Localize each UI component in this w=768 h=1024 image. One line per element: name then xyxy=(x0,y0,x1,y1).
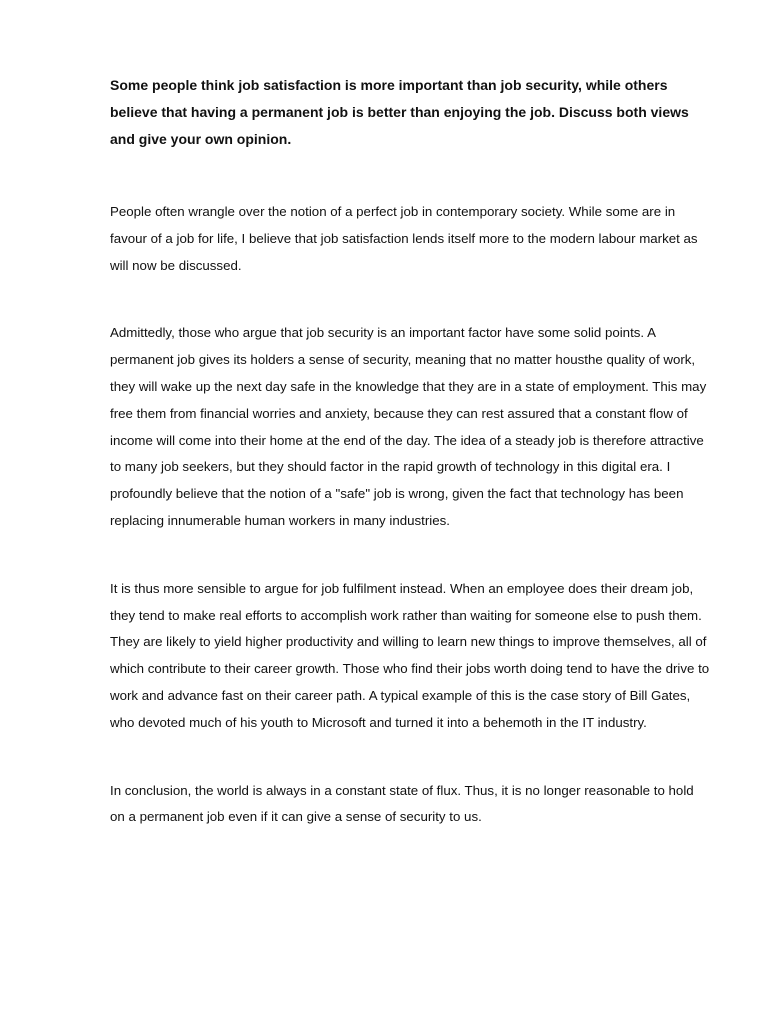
essay-paragraph-job-fulfilment: It is thus more sensible to argue for job fulfilment instead. When an employee does their dream job, they tend to make real efforts to accomplish work rather than waiting for someone else to push them. They are likely to yield higher productivity and willing to learn new things to improve themselves, all of which contribute to their career growth. Those who find their jobs worth doing tend to have the drive to work and advance fast on their career path. A typical example of this is the case story of Bill Gates, who devoted much of his youth to Microsoft and turned it into a behemoth in the IT industry. xyxy=(110,580,710,730)
essay-prompt: Some people think job satisfaction is more important than job security, while others believe that having a permanent job is better than enjoying the job. Discuss both views and give your own opinion. xyxy=(110,77,689,147)
essay-paragraph-introduction: People often wrangle over the notion of a perfect job in contemporary society. While some are in favour of a job for life, I believe that job satisfaction lends itself more to the modern labour market as will now be discussed. xyxy=(110,204,698,273)
essay-paragraph-job-security: Admittedly, those who argue that job security is an important factor have some solid points. A permanent job gives its holders a sense of security, meaning that no matter housthe quality of work, they will wake up the next day safe in the knowledge that they are in a state of employment. This may free them from financial worries and anxiety, because they can rest assured that a constant flow of income will come into their home at the end of the day. The idea of a steady job is therefore attractive to many job seekers, but they should factor in the rapid growth of technology in this digital era. I profoundly believe that the notion of a "safe" job is wrong, given the fact that technology has been replacing innumerable human workers in many industries. xyxy=(110,325,707,528)
essay-paragraph-conclusion: In conclusion, the world is always in a constant state of flux. Thus, it is no longer reasonable to hold on a permanent job even if it can give a sense of security to us. xyxy=(110,782,694,825)
